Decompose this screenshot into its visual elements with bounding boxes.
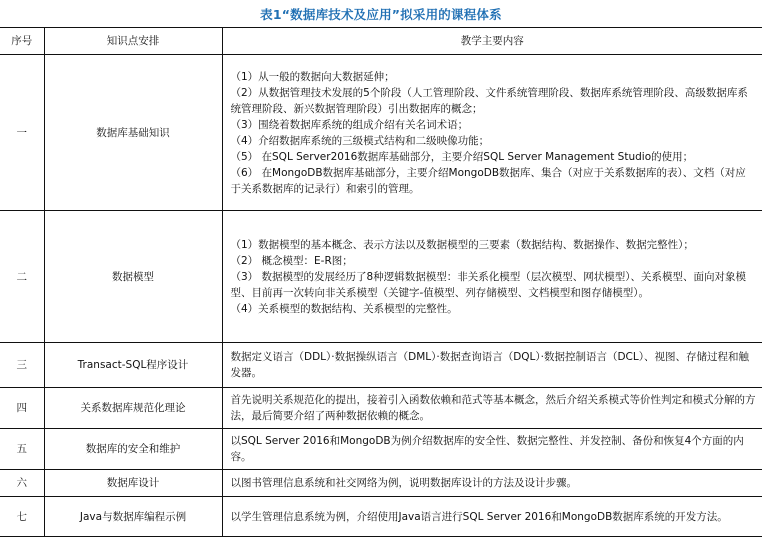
content-line: （3） 数据模型的发展经历了8种逻辑数据模型：非关系化模型（层次模型、网状模型）、关系模型、面向对象模型、目前再一次转向非关系模型（关键字-值模型、列存储模型、文档模型和图存储模型）。 [230, 270, 746, 299]
table-header-row [0, 28, 762, 55]
header-topic: 知识点安排 [44, 28, 222, 55]
table-row [0, 470, 762, 497]
content-line: 以图书管理信息系统和社交网络为例，说明数据库设计的方法及设计步骤。 [230, 477, 577, 489]
header-num: 序号 [0, 28, 44, 55]
content-line: （1）从一般的数据向大数据延伸； [230, 70, 395, 83]
row-topic: 数据模型 [44, 211, 222, 343]
row-content [222, 497, 762, 537]
table-row [0, 211, 762, 343]
content-line: （4）介绍数据库系统的三级模式结构和二级映像功能； [230, 134, 490, 147]
row-topic: 关系数据库规范化理论 [44, 388, 222, 429]
content-line: （5） 在SQL Server2016数据库基础部分，主要介绍SQL Server Management Studio的使用； [230, 150, 694, 163]
table-row [0, 343, 762, 388]
header-content: 教学主要内容 [222, 28, 762, 55]
row-content [222, 429, 762, 470]
row-num: 三 [0, 343, 44, 388]
row-num: 四 [0, 388, 44, 429]
table-row [0, 55, 762, 211]
row-content [222, 343, 762, 388]
row-num: 二 [0, 211, 44, 343]
table-row [0, 497, 762, 537]
row-content [222, 55, 762, 211]
content-line: （2）从数据管理技术发展的5个阶段（人工管理阶段、文件系统管理阶段、数据库系统管理阶段、高级数据库系统管理阶段、新兴数据管理阶段）引出数据库的概念； [230, 86, 748, 115]
row-topic: 数据库基础知识 [44, 55, 222, 211]
content-line: 数据定义语言（DDL）·数据操纵语言（DML）·数据查询语言（DQL）·数据控制语言（DCL）、视图、存储过程和触发器。 [230, 351, 749, 379]
table-row [0, 388, 762, 429]
row-num: 一 [0, 55, 44, 211]
content-line: （1）数据模型的基本概念、表示方法以及数据模型的三要素（数据结构、数据操作、数据完整性）； [230, 238, 694, 251]
row-num: 五 [0, 429, 44, 470]
content-line: （6） 在MongoDB数据库基础部分，主要介绍MongoDB数据库、集合（对应于关系数据库的表）、文档（对应于关系数据库的记录行）和索引的管理。 [230, 166, 746, 195]
row-topic: Java与数据库编程示例 [44, 497, 222, 537]
row-topic: 数据库设计 [44, 470, 222, 497]
row-content [222, 470, 762, 497]
row-content [222, 388, 762, 429]
content-line: （2） 概念模型：E-R图； [230, 254, 353, 267]
course-table [0, 27, 762, 537]
content-line: （4）关系模型的数据结构、关系模型的完整性。 [230, 302, 458, 315]
row-content [222, 211, 762, 343]
content-line: 以学生管理信息系统为例，介绍使用Java语言进行SQL Server 2016和MongoDB数据库系统的开发方法。 [230, 510, 728, 523]
row-topic: 数据库的安全和维护 [44, 429, 222, 470]
content-line: 以SQL Server 2016和MongoDB为例介绍数据库的安全性、数据完整性、并发控制、备份和恢复4个方面的内容。 [230, 435, 744, 463]
row-num: 七 [0, 497, 44, 537]
content-line: （3）围绕着数据库系统的组成介绍有关名词术语； [230, 118, 469, 131]
content-line: 首先说明关系规范化的提出，接着引入函数依赖和范式等基本概念，然后介绍关系模式等价性判定和模式分解的方法，最后简要介绍了两种数据依赖的概念。 [230, 394, 756, 422]
row-num: 六 [0, 470, 44, 497]
row-topic: Transact-SQL程序设计 [44, 343, 222, 388]
table-caption: 表1“数据库技术及应用”拟采用的课程体系 [260, 7, 502, 22]
table-row [0, 429, 762, 470]
